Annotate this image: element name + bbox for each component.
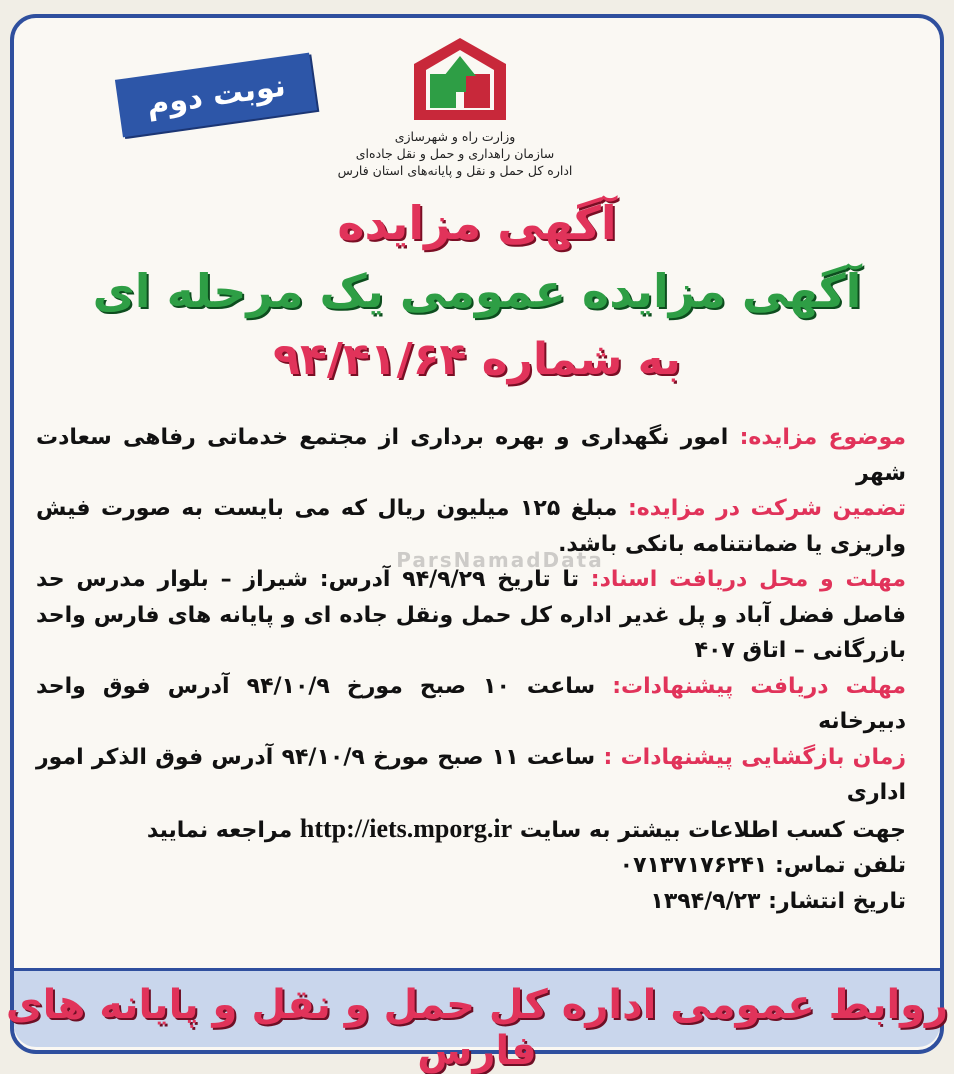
info-prefix: جهت کسب اطلاعات بیشتر به سایت [519, 817, 906, 843]
department-name: اداره کل حمل و نقل و پایانه‌های استان فارس [337, 163, 573, 178]
organization-block [290, 128, 620, 179]
opening-label: زمان بازگشایی پیشنهادات : [603, 744, 906, 770]
offers-label: مهلت دریافت پیشنهادات: [612, 673, 906, 699]
footer-text: روابط عمومی اداره کل حمل و نقل و پایانه های فارس [5, 982, 949, 1074]
subtitle: آگهی مزایده عمومی یک مرحله ای [92, 264, 862, 318]
watermark-text: ParsNamadData [396, 548, 604, 572]
notice-body [36, 420, 906, 919]
ministry-name: وزارت راه و شهرسازی [394, 129, 516, 144]
publish-date-row: تاریخ انتشار: ۱۳۹۴/۹/۲۳ [650, 888, 906, 914]
auction-number: به شماره ۹۴/۴۱/۶۴ [273, 334, 681, 385]
subject-value: امور نگهداری و بهره برداری از مجتمع خدماتی رفاهی سعادت شهر [36, 425, 906, 486]
round-badge: نوبت دوم [115, 53, 317, 138]
opening-value: ساعت ۱۱ صبح مورخ ۹۴/۱۰/۹ آدرس فوق الذکر امور اداری [36, 744, 906, 805]
guarantee-row [36, 491, 906, 562]
opening-row [36, 740, 906, 811]
subject-row [36, 420, 906, 491]
documents-label: مهلت و محل دریافت اسناد: [590, 567, 906, 592]
main-title: آگهی مزایده [337, 196, 617, 250]
road-transport-logo-icon [410, 34, 510, 124]
guarantee-value: مبلغ ۱۲۵ میلیون ریال که می بایست به صورت فیش واریزی یا ضمانتنامه بانکی باشد. [36, 496, 906, 557]
website-link[interactable]: http://iets.mporg.ir [299, 813, 513, 843]
phone-row: تلفن تماس: ۰۷۱۳۷۱۷۶۲۴۱ [619, 853, 906, 878]
info-suffix: مراجعه نمایید [146, 817, 293, 843]
offers-value: ساعت ۱۰ صبح مورخ ۹۴/۱۰/۹ آدرس فوق واحد دبیرخانه [36, 673, 906, 734]
guarantee-label: تضمین شرکت در مزایده: [627, 496, 906, 521]
organization-name: سازمان راهداری و حمل و نقل جاده‌ای [355, 146, 555, 161]
documents-row [36, 562, 906, 669]
offers-row [36, 669, 906, 740]
info-row [36, 811, 906, 849]
subject-label: موضوع مزایده: [739, 425, 906, 450]
documents-value: تا تاریخ ۹۴/۹/۲۹ آدرس: شیراز – بلوار مدرس حد فاصل فضل آباد و پل غدیر اداره کل حمل ونقل جاده ای و پایانه های فارس واحد بازرگانی – اتاق ۴۰۷ [36, 567, 906, 663]
